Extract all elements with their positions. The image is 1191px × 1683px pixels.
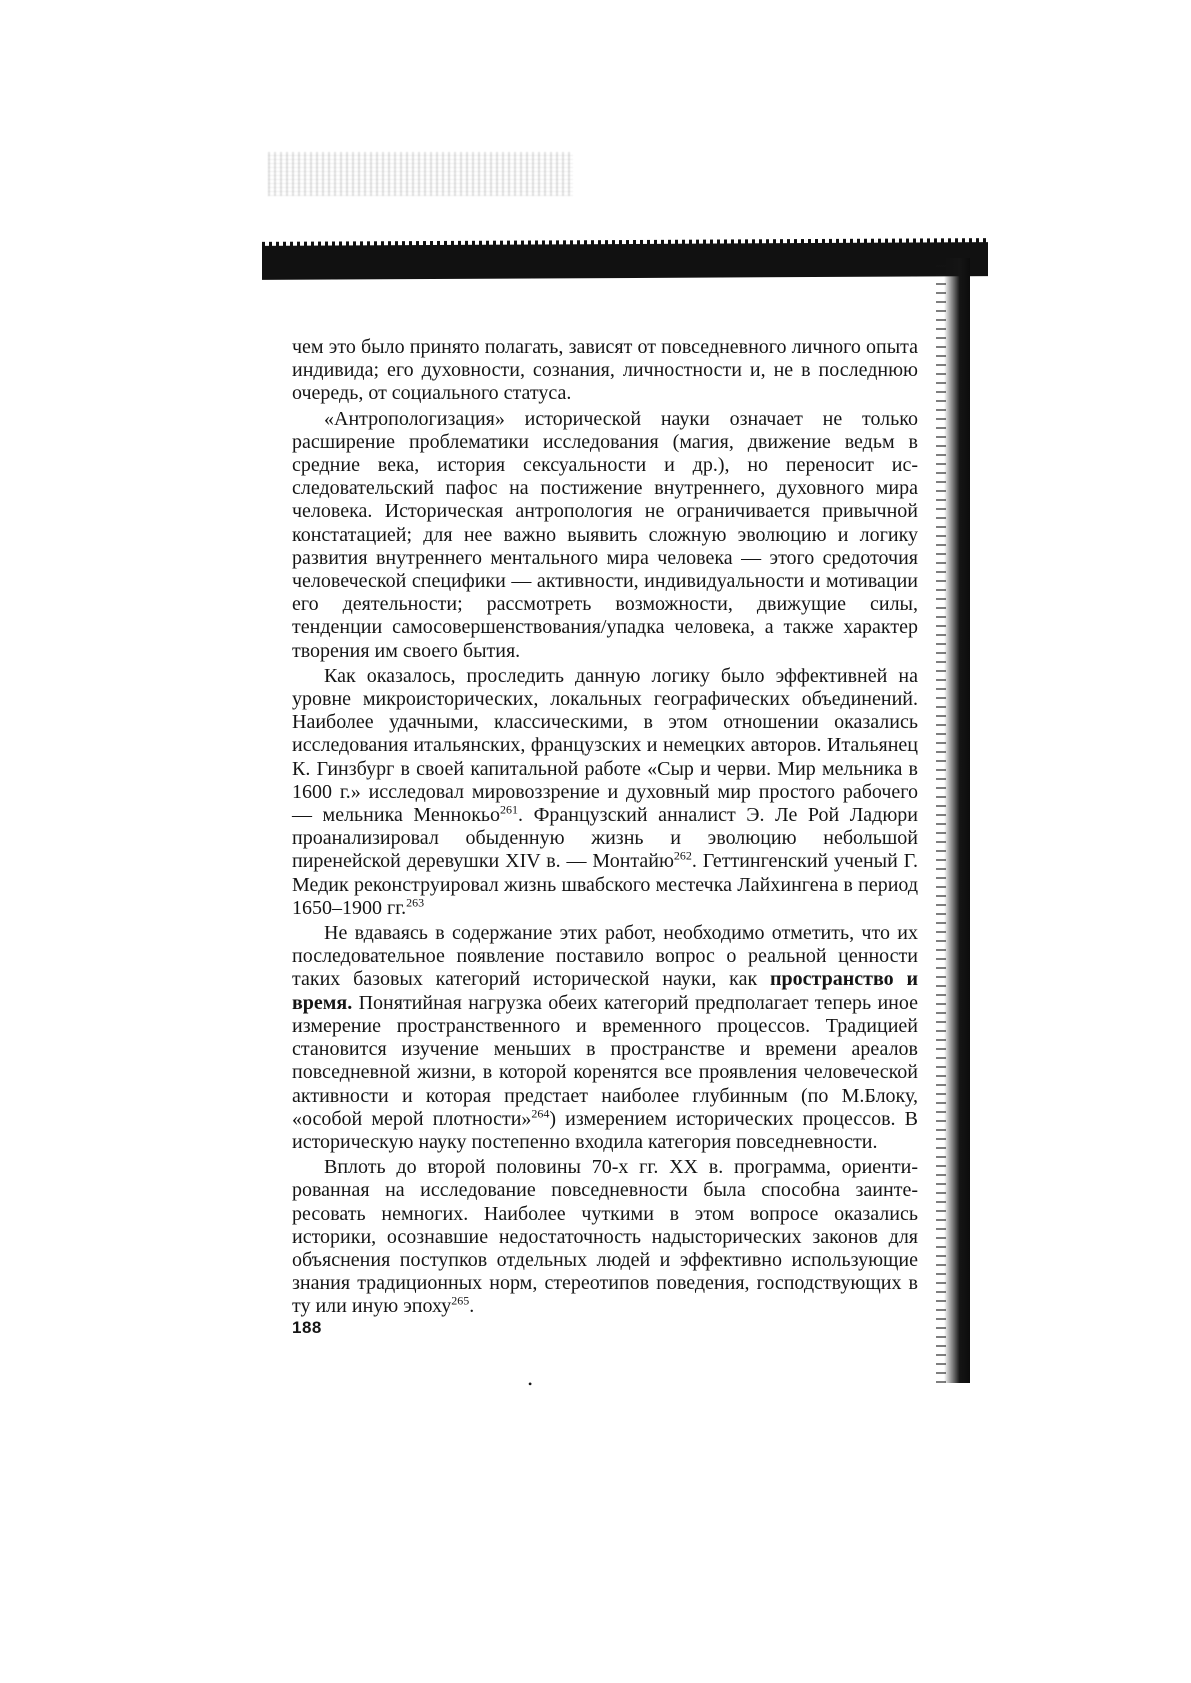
paragraph	[292, 1156, 918, 1318]
scan-right-black-border	[944, 258, 970, 1383]
page-text-block	[292, 336, 918, 1321]
text-run: . Геттингенский ученый Г. Медик реконструировал жизнь швабского местечка Лайхингена в период 1650–1900 гг.	[292, 850, 918, 919]
page-number: 188	[292, 1318, 322, 1337]
text-run: ) измерением исторических процессов. В историческую науку постепенно входила категория повседневности.	[292, 1107, 919, 1153]
text-run: Как оказалось, проследить данную логику было эффективней на уровне микроисторических, локальных географических объединений. Наиболее удачными, классическими, в этом отношении оказались исследования итальянских, французских и немецких авторов. Итальянец К. Гинзбург в своей капитальной работе «Сыр и черви. Мир мельника в 1600 г.» исследовал мировоззрение и духовный мир простого рабочего — мельника Меннокьо	[292, 664, 918, 827]
text-run: Не вдаваясь в содержание этих работ, необходимо отметить, что их последовательное появление поставило вопрос о реальной ценности таких базовых категорий исторической науки, как	[292, 922, 918, 991]
footnote-ref: 261	[500, 802, 519, 817]
footnote-ref: 264	[531, 1106, 550, 1121]
paragraph	[292, 336, 918, 406]
paragraph	[292, 665, 918, 920]
scan-speck: •	[528, 1377, 533, 1391]
text-run: Понятийная нагрузка обеих категорий предполагает теперь иное измерение пространственного и временного процессов. Традицией становится изучение меньших в пространстве и времени ареалов повседневной жизни, в которой коренятся все проявления человеческой активности и которая предстает наиболее глубинным (по М.Блоку, «особой мерой плотности»	[292, 991, 918, 1130]
footnote-ref: 262	[673, 848, 692, 863]
footnote-ref: 265	[451, 1293, 470, 1308]
scan-top-black-border	[262, 242, 988, 280]
paragraph	[292, 408, 918, 663]
bold-term: пространство и время.	[292, 968, 918, 1014]
text-run: Вплоть до второй половины 70-х гг. XX в. программа, ориентированная на исследование повседневности была способна заинтересовать немногих. Наиболее чуткими в этом вопросе оказались историки, осознавшие недостаточность надысторических законов для объяснения поступков отдельных людей и эффективно использующие знания традиционных норм, стереотипов поведения, господствующих в ту или иную эпоху	[292, 1156, 918, 1318]
text-run: чем это было принято полагать, зависят от повседневного личного опыта индивида; его духовности, сознания, личностности и, не в последнюю очередь, от социального статуса.	[292, 336, 918, 405]
paragraph	[292, 922, 918, 1154]
text-run: . Французский анналист Э. Ле Рой Ладюри проанализировал обыденную жизнь и эволюцию небольшой пиренейской деревушки XIV в. — Монтайю	[292, 804, 918, 873]
scan-artifact-smudge	[268, 152, 573, 196]
footnote-ref: 263	[406, 895, 425, 910]
text-run: «Антропологизация» исторической науки означает не только расширение проблематики исследования (магия, движение ведьм в средние века, история сексуальности и др.), но переносит исследовательский пафос на постижение внутреннего, духовного мира человека. Историческая антропология не ограничивается привычной констатацией; для нее важно выявить сложную эволюцию и логику развития внутреннего ментального мира человека — этого средоточия человеческой специфики — активности, индивидуальности и мотивации его деятельности; рассмотреть возможности, движущие силы, тенденции самосовершенствования/упадка человека, а также характер творения им своего бытия.	[292, 407, 918, 662]
text-run: .	[469, 1295, 475, 1318]
